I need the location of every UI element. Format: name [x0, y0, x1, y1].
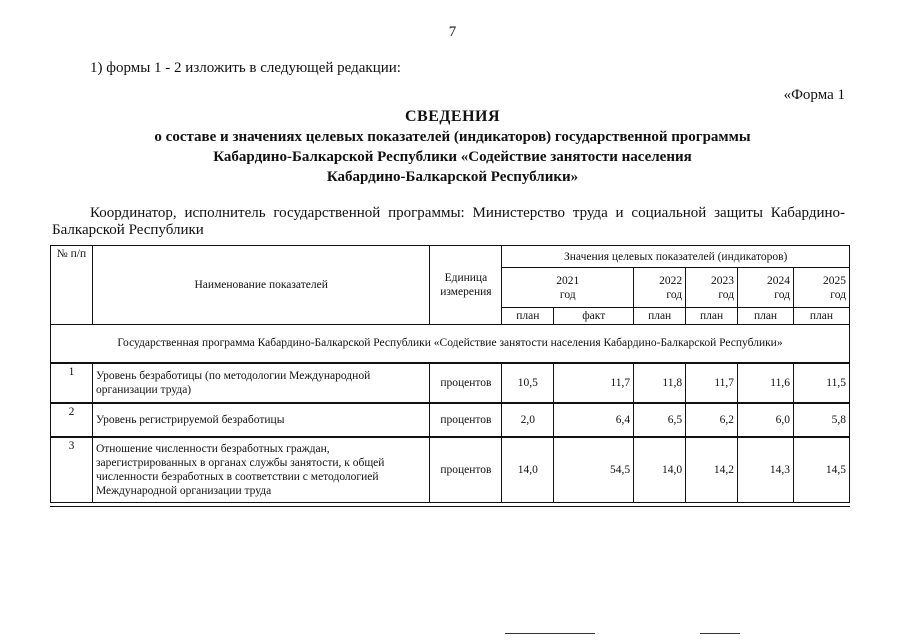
row-value: 14,0 — [634, 437, 686, 503]
document-heading — [60, 107, 845, 187]
row-number: 1 — [51, 363, 93, 403]
year-unit: год — [830, 288, 846, 301]
header-year-2024 — [738, 268, 794, 308]
row-value: 11,8 — [634, 363, 686, 403]
header-unit: Единица измерения — [430, 246, 502, 325]
header-year-2022 — [634, 268, 686, 308]
row-value: 11,7 — [554, 363, 634, 403]
row-value: 14,0 — [502, 437, 554, 503]
subheader-plan: план — [738, 308, 794, 325]
header-values: Значения целевых показателей (индикаторов) — [502, 246, 850, 268]
row-number: 3 — [51, 437, 93, 503]
subheader-fact: факт — [554, 308, 634, 325]
subheader-plan: план — [793, 308, 849, 325]
scan-artifact — [700, 633, 740, 634]
row-indicator-name: Уровень регистрируемой безработицы — [92, 403, 429, 437]
row-value: 6,0 — [738, 403, 794, 437]
header-year-2025 — [793, 268, 849, 308]
row-number: 2 — [51, 403, 93, 437]
coordinator-text: Координатор, исполнитель государственной программы: Министерство труда и социальной защиты Кабардино-Балкарской Республики — [52, 205, 845, 238]
subheader-plan: план — [686, 308, 738, 325]
heading-line-3: Кабардино-Балкарской Республики «Содействие занятости населения — [213, 149, 692, 165]
row-unit: процентов — [430, 403, 502, 437]
header-indicator-name: Наименование показателей — [92, 246, 429, 325]
header-number: № п/п — [51, 246, 93, 325]
page-number: 7 — [448, 24, 457, 40]
heading-title: СВЕДЕНИЯ — [404, 108, 501, 125]
row-value: 11,5 — [793, 363, 849, 403]
year-label: 2021 — [556, 274, 580, 287]
year-unit: год — [718, 288, 735, 301]
row-value: 54,5 — [554, 437, 634, 503]
row-indicator-name: Уровень безработицы (по методологии Международной организации труда) — [92, 363, 429, 403]
row-value: 2,0 — [502, 403, 554, 437]
row-value: 11,7 — [686, 363, 738, 403]
row-unit: процентов — [430, 363, 502, 403]
row-value: 14,5 — [793, 437, 849, 503]
year-label: 2022 — [659, 274, 683, 287]
heading-line-2: о составе и значениях целевых показателей (индикаторов) государственной программы — [154, 129, 751, 145]
form-label: «Форма 1 — [783, 87, 845, 103]
year-label: 2025 — [823, 274, 846, 287]
row-value: 14,2 — [686, 437, 738, 503]
program-row: Государственная программа Кабардино-Балкарской Республики «Содействие занятости населения Кабардино-Балкарской Республики» — [51, 325, 850, 363]
header-year-2023 — [686, 268, 738, 308]
row-value: 6,5 — [634, 403, 686, 437]
year-unit: год — [666, 288, 683, 301]
year-label: 2024 — [766, 274, 790, 287]
row-value: 10,5 — [502, 363, 554, 403]
intro-text: 1) формы 1 - 2 изложить в следующей редакции: — [90, 60, 401, 76]
row-value: 6,2 — [686, 403, 738, 437]
row-value: 6,4 — [554, 403, 634, 437]
year-label: 2023 — [711, 274, 735, 287]
row-value: 11,6 — [738, 363, 794, 403]
row-value: 14,3 — [738, 437, 794, 503]
indicators-table — [50, 245, 850, 503]
scan-artifact — [505, 633, 595, 634]
subheader-plan: план — [634, 308, 686, 325]
row-value: 5,8 — [793, 403, 849, 437]
row-unit: процентов — [430, 437, 502, 503]
heading-line-4: Кабардино-Балкарской Республики» — [326, 169, 579, 185]
year-unit: год — [559, 288, 576, 301]
row-indicator-name: Отношение численности безработных граждан, зарегистрированных в органах службы занятости, к общей численности безработных в соответствии с методологией Международной организации труда — [92, 437, 429, 503]
year-unit: год — [774, 288, 790, 301]
subheader-plan: план — [502, 308, 554, 325]
table-bottom-rule — [50, 506, 850, 507]
header-year-2021 — [502, 268, 634, 308]
